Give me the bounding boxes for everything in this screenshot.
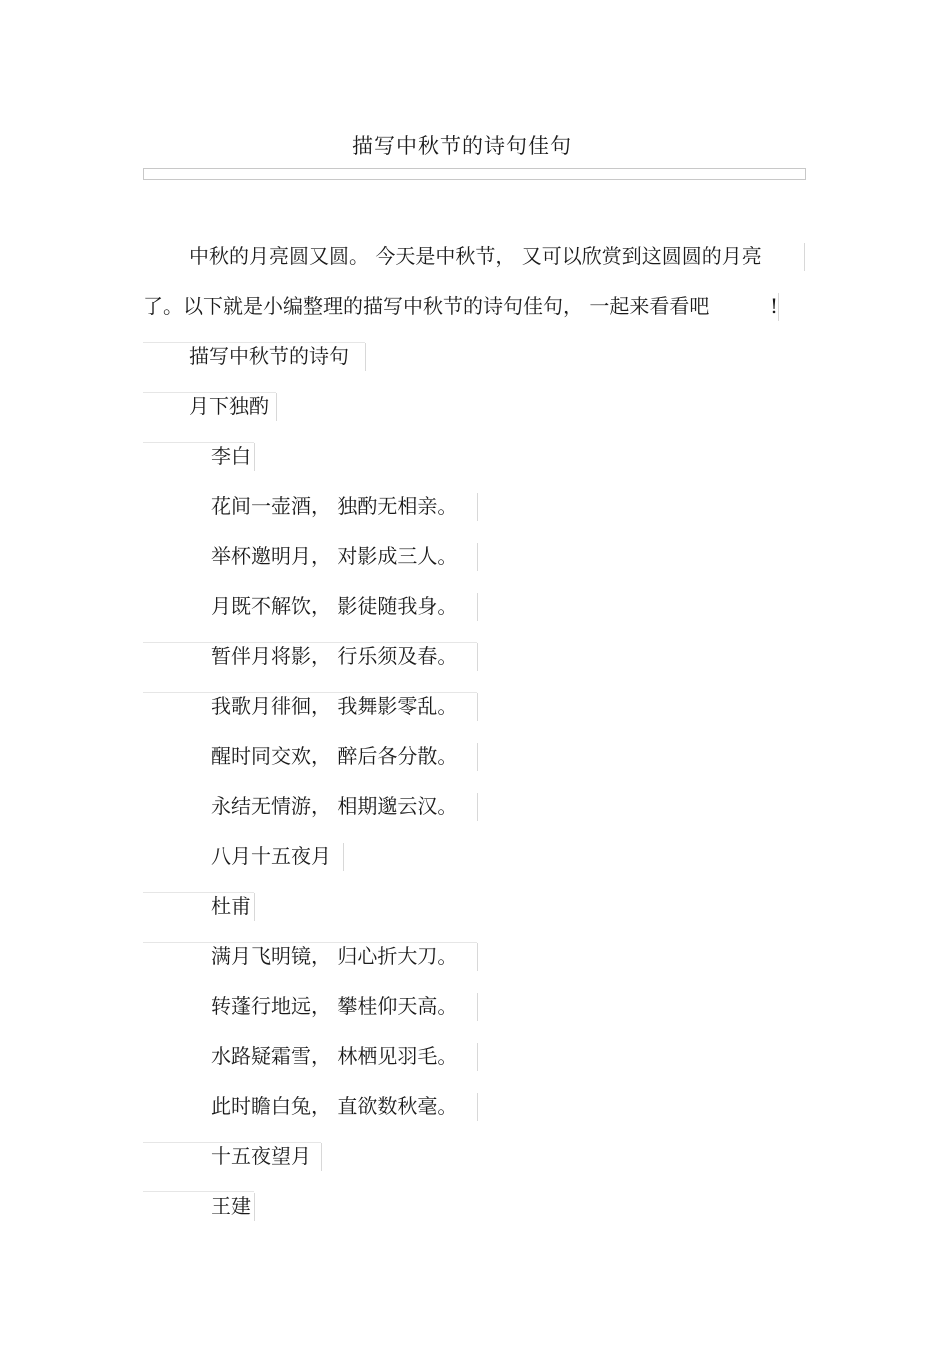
- line-edge-marker: [477, 693, 478, 721]
- poem-3-author: 王建: [211, 1194, 251, 1218]
- line-edge-marker: [477, 643, 478, 671]
- document-title: 描写中秋节的诗句佳句: [352, 134, 572, 158]
- line-edge-marker: [477, 493, 478, 521]
- poem-1-title: 月下独酌: [189, 394, 269, 418]
- poem-1-line: 暂伴月将影， 行乐须及春。: [211, 644, 458, 668]
- intro-line-2-end: !: [770, 294, 779, 318]
- poem-1-line: 永结无情游， 相期邈云汉。: [211, 794, 458, 818]
- line-edge-marker: [804, 243, 805, 271]
- line-edge-marker: [254, 1193, 255, 1221]
- poem-1-line: 举杯邀明月， 对影成三人。: [211, 544, 458, 568]
- line-edge-marker: [477, 1043, 478, 1071]
- poem-2-author: 杜甫: [211, 894, 251, 918]
- line-edge-marker: [254, 893, 255, 921]
- line-edge-marker: [276, 393, 277, 421]
- poem-1-line: 我歌月徘徊， 我舞影零乱。: [211, 694, 458, 718]
- intro-line-1: 中秋的月亮圆又圆。 今天是中秋节， 又可以欣赏到这圆圆的月亮: [189, 244, 762, 268]
- line-edge-marker: [778, 293, 779, 321]
- poem-2-line: 转蓬行地远， 攀桂仰天高。: [211, 994, 458, 1018]
- section-heading: 描写中秋节的诗句: [189, 344, 349, 368]
- line-edge-marker: [477, 993, 478, 1021]
- poem-1-line: 月既不解饮， 影徒随我身。: [211, 594, 458, 618]
- line-edge-marker: [477, 593, 478, 621]
- poem-1-line: 醒时同交欢， 醉后各分散。: [211, 744, 458, 768]
- poem-3-title: 十五夜望月: [211, 1144, 311, 1168]
- poem-1-line: 花间一壶酒， 独酌无相亲。: [211, 494, 458, 518]
- intro-line-2: 了。以下就是小编整理的描写中秋节的诗句佳句， 一起来看看吧: [143, 294, 710, 318]
- line-edge-marker: [477, 793, 478, 821]
- poem-2-title: 八月十五夜月: [211, 844, 331, 868]
- line-edge-marker: [477, 543, 478, 571]
- line-edge-marker: [477, 943, 478, 971]
- poem-2-line: 水路疑霜雪， 林栖见羽毛。: [211, 1044, 458, 1068]
- poem-2-line: 此时瞻白兔， 直欲数秋毫。: [211, 1094, 458, 1118]
- line-edge-marker: [477, 743, 478, 771]
- line-edge-marker: [365, 343, 366, 371]
- line-edge-marker: [321, 1143, 322, 1171]
- title-underline-rule: [143, 168, 806, 180]
- poem-2-line: 满月飞明镜， 归心折大刀。: [211, 944, 458, 968]
- line-edge-marker: [343, 843, 344, 871]
- poem-1-author: 李白: [211, 444, 251, 468]
- line-edge-marker: [254, 443, 255, 471]
- line-edge-marker: [477, 1093, 478, 1121]
